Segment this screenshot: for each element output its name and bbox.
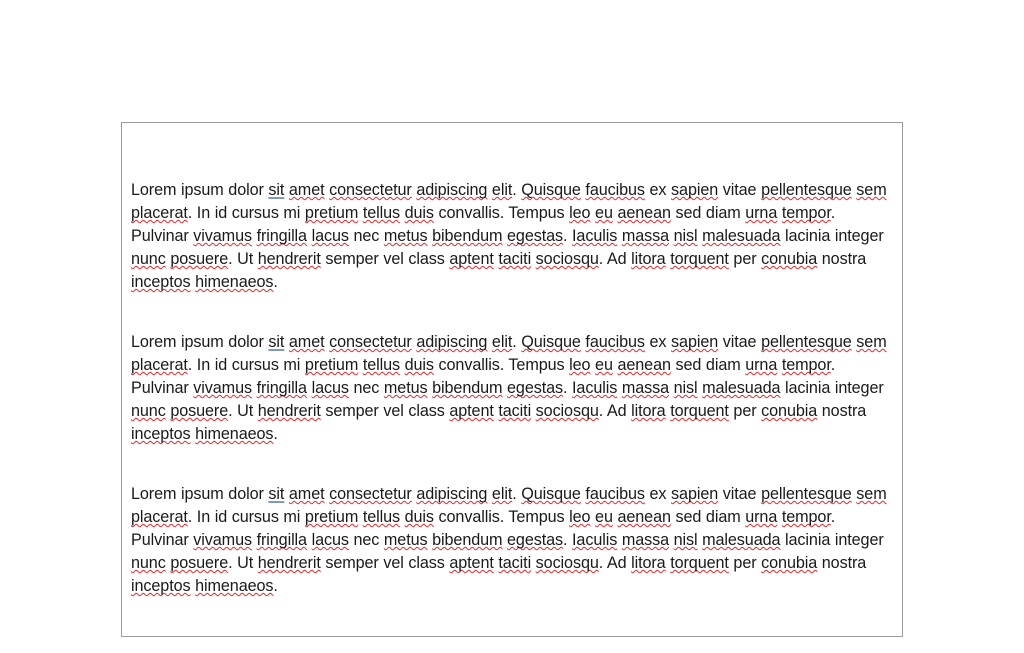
spelling-error-word[interactable]: aptent <box>449 402 494 420</box>
document-word[interactable]: nec <box>353 531 380 549</box>
spelling-error-word[interactable]: taciti <box>498 402 532 420</box>
document-word[interactable]: cursus <box>231 356 279 374</box>
spelling-error-word[interactable]: pretium <box>304 204 359 222</box>
spelling-error-word[interactable]: lacus <box>311 379 349 397</box>
spelling-error-word[interactable]: egestas <box>507 379 564 397</box>
spelling-error-word[interactable]: leo <box>569 356 591 374</box>
spelling-error-word[interactable]: sapien <box>671 181 719 199</box>
spelling-error-word[interactable]: Iaculis <box>572 379 618 397</box>
document-word[interactable]: ipsum <box>181 485 224 503</box>
document-word[interactable]: ipsum <box>181 181 224 199</box>
document-word[interactable]: vitae <box>722 485 757 503</box>
spelling-error-word[interactable]: aenean <box>617 356 671 374</box>
document-word[interactable]: nec <box>353 379 380 397</box>
spelling-error-word[interactable]: massa <box>621 227 670 245</box>
spelling-error-word[interactable]: pellentesque <box>761 333 852 351</box>
document-word[interactable]: diam <box>705 204 741 222</box>
document-punctuation: . <box>563 227 573 245</box>
spelling-error-word[interactable]: litora <box>631 250 666 268</box>
document-word[interactable]: integer <box>834 379 884 397</box>
spelling-error-word[interactable]: massa <box>621 531 670 549</box>
document-word[interactable]: sed <box>675 204 702 222</box>
document-word[interactable]: integer <box>834 531 884 549</box>
spelling-error-word[interactable]: amet <box>288 485 325 503</box>
document-word[interactable]: vel <box>383 554 404 572</box>
document-page[interactable] <box>121 122 903 637</box>
spelling-error-word[interactable]: pellentesque <box>761 485 852 503</box>
document-punctuation: . <box>598 402 607 420</box>
spelling-error-word[interactable]: elit <box>491 485 513 503</box>
document-word[interactable]: convallis <box>438 356 500 374</box>
document-word[interactable]: Lorem <box>131 333 177 351</box>
document-word[interactable]: semper <box>325 554 379 572</box>
spelling-error-word[interactable]: torquent <box>670 554 729 572</box>
spelling-error-word[interactable]: egestas <box>507 531 564 549</box>
spelling-error-word[interactable]: aptent <box>449 250 494 268</box>
document-word[interactable]: ex <box>649 485 667 503</box>
spelling-error-word[interactable]: placerat <box>131 204 188 222</box>
document-punctuation: . <box>228 402 238 420</box>
spelling-error-word[interactable]: tempor <box>781 356 831 374</box>
document-text-body[interactable] <box>131 179 893 598</box>
spelling-error-word[interactable]: posuere <box>170 554 229 572</box>
document-punctuation: . <box>273 425 278 443</box>
spelling-error-word[interactable]: malesuada <box>702 227 781 245</box>
spelling-error-word[interactable]: urna <box>745 508 778 526</box>
document-word[interactable]: dolor <box>228 181 264 199</box>
spelling-error-word[interactable]: taciti <box>498 250 532 268</box>
spelling-error-word[interactable]: amet <box>288 333 325 351</box>
document-word[interactable]: diam <box>705 356 741 374</box>
spelling-error-word[interactable]: inceptos <box>131 273 191 291</box>
spelling-error-word[interactable]: aenean <box>617 508 671 526</box>
document-word[interactable]: per <box>733 402 757 420</box>
spelling-error-word[interactable]: lacus <box>311 531 349 549</box>
document-word[interactable]: id <box>214 508 228 526</box>
spelling-error-word[interactable]: fringilla <box>256 227 307 245</box>
document-word[interactable]: Pulvinar <box>131 531 189 549</box>
document-word[interactable]: vel <box>383 250 404 268</box>
document-word[interactable]: lacinia <box>785 531 831 549</box>
document-punctuation: . <box>830 356 836 374</box>
document-word[interactable]: cursus <box>231 508 279 526</box>
document-word[interactable]: Ut <box>237 250 254 268</box>
spelling-error-word[interactable]: posuere <box>170 402 229 420</box>
spelling-error-word[interactable]: elit <box>491 333 513 351</box>
document-word[interactable]: vitae <box>722 181 757 199</box>
document-word[interactable]: nostra <box>821 250 867 268</box>
document-word[interactable]: mi <box>283 356 301 374</box>
spelling-error-word[interactable]: taciti <box>498 554 532 572</box>
spelling-error-word[interactable]: inceptos <box>131 425 191 443</box>
document-punctuation: . <box>187 356 197 374</box>
document-word[interactable]: semper <box>325 250 379 268</box>
document-paragraph[interactable] <box>131 483 893 598</box>
document-punctuation: . <box>830 204 836 222</box>
spelling-error-word[interactable]: placerat <box>131 508 188 526</box>
spelling-error-word[interactable]: tellus <box>362 204 401 222</box>
spelling-error-word[interactable]: sociosqu <box>535 554 599 572</box>
spelling-error-word[interactable]: hendrerit <box>257 250 321 268</box>
document-word[interactable]: sed <box>675 508 702 526</box>
document-word[interactable]: Ut <box>237 554 254 572</box>
spelling-error-word[interactable]: Quisque <box>521 333 581 351</box>
spelling-error-word[interactable]: duis <box>404 204 434 222</box>
document-word[interactable]: Tempus <box>508 204 565 222</box>
document-word[interactable]: per <box>733 250 757 268</box>
document-punctuation: . <box>512 181 522 199</box>
spelling-error-word[interactable]: massa <box>621 379 670 397</box>
document-word[interactable]: Ad <box>606 554 627 572</box>
spelling-error-word[interactable]: sociosqu <box>535 250 599 268</box>
spelling-error-word[interactable]: metus <box>383 227 428 245</box>
document-word[interactable]: Lorem <box>131 181 177 199</box>
spelling-error-word[interactable]: lacus <box>311 227 349 245</box>
spelling-error-word[interactable]: hendrerit <box>257 554 321 572</box>
document-word[interactable]: convallis <box>438 204 500 222</box>
spelling-error-word[interactable]: faucibus <box>585 181 645 199</box>
spelling-error-word[interactable]: sociosqu <box>535 402 599 420</box>
document-word[interactable]: dolor <box>228 485 264 503</box>
document-word[interactable]: sed <box>675 356 702 374</box>
document-word[interactable]: Pulvinar <box>131 379 189 397</box>
spelling-error-word[interactable]: Iaculis <box>572 227 618 245</box>
document-punctuation: . <box>499 508 509 526</box>
spelling-error-word[interactable]: litora <box>631 554 666 572</box>
document-word[interactable]: integer <box>834 227 884 245</box>
spelling-error-word[interactable]: aptent <box>449 554 494 572</box>
document-word[interactable]: mi <box>283 508 301 526</box>
document-word[interactable]: semper <box>325 402 379 420</box>
spelling-error-word[interactable]: metus <box>383 531 428 549</box>
spelling-error-word[interactable]: eu <box>595 204 613 222</box>
spelling-error-word[interactable]: torquent <box>670 402 729 420</box>
document-punctuation: . <box>563 531 573 549</box>
spelling-error-word[interactable]: aenean <box>617 204 671 222</box>
document-word[interactable]: nostra <box>821 402 867 420</box>
spelling-error-word[interactable]: nisl <box>673 227 698 245</box>
document-punctuation: . <box>563 379 573 397</box>
spelling-error-word[interactable]: fringilla <box>256 531 307 549</box>
spelling-error-word[interactable]: adipiscing <box>416 181 488 199</box>
spelling-error-word[interactable]: consectetur <box>329 333 412 351</box>
spelling-error-word[interactable]: nisl <box>673 379 698 397</box>
document-word[interactable]: Ad <box>606 402 627 420</box>
spelling-error-word[interactable]: himenaeos <box>195 425 274 443</box>
document-word[interactable]: In <box>196 204 211 222</box>
spelling-error-word[interactable]: tellus <box>362 508 401 526</box>
document-word[interactable]: In <box>196 508 211 526</box>
spelling-error-word[interactable]: posuere <box>170 250 229 268</box>
grammar-suggestion-word[interactable]: sit <box>268 333 285 351</box>
spelling-error-word[interactable]: eu <box>595 508 613 526</box>
document-word[interactable]: vel <box>383 402 404 420</box>
spelling-error-word[interactable]: leo <box>569 508 591 526</box>
document-word[interactable]: Pulvinar <box>131 227 189 245</box>
spelling-error-word[interactable]: duis <box>404 356 434 374</box>
spelling-error-word[interactable]: sem <box>856 485 887 503</box>
document-word[interactable]: ipsum <box>181 333 224 351</box>
document-word[interactable]: Lorem <box>131 485 177 503</box>
spelling-error-word[interactable]: vivamus <box>193 227 252 245</box>
document-word[interactable]: Ad <box>606 250 627 268</box>
document-punctuation: . <box>499 204 509 222</box>
spelling-error-word[interactable]: duis <box>404 508 434 526</box>
spelling-error-word[interactable]: bibendum <box>432 227 503 245</box>
document-word[interactable]: class <box>408 250 445 268</box>
document-punctuation: . <box>830 508 836 526</box>
spelling-error-word[interactable]: faucibus <box>585 485 645 503</box>
spelling-error-word[interactable]: tempor <box>781 508 831 526</box>
spelling-error-word[interactable]: torquent <box>670 250 729 268</box>
grammar-suggestion-word[interactable]: sit <box>268 181 285 199</box>
grammar-suggestion-word[interactable]: sit <box>268 485 285 503</box>
spelling-error-word[interactable]: nunc <box>131 402 166 420</box>
document-punctuation: . <box>598 554 607 572</box>
document-word[interactable]: convallis <box>438 508 500 526</box>
document-word[interactable]: diam <box>705 508 741 526</box>
spelling-error-word[interactable]: urna <box>745 356 778 374</box>
spelling-error-word[interactable]: sapien <box>671 485 719 503</box>
document-paragraph[interactable] <box>131 331 893 446</box>
document-word[interactable]: ex <box>649 333 667 351</box>
spelling-error-word[interactable]: bibendum <box>432 531 503 549</box>
spelling-error-word[interactable]: Quisque <box>521 485 581 503</box>
document-word[interactable]: vitae <box>722 333 757 351</box>
spelling-error-word[interactable]: sapien <box>671 333 719 351</box>
document-word[interactable]: cursus <box>231 204 279 222</box>
spelling-error-word[interactable]: sem <box>856 181 887 199</box>
spelling-error-word[interactable]: himenaeos <box>195 577 274 595</box>
spelling-error-word[interactable]: hendrerit <box>257 402 321 420</box>
spelling-error-word[interactable]: sem <box>856 333 887 351</box>
spelling-error-word[interactable]: consectetur <box>329 181 412 199</box>
spelling-error-word[interactable]: adipiscing <box>416 485 488 503</box>
spelling-error-word[interactable]: conubia <box>761 554 818 572</box>
document-word[interactable]: nec <box>353 227 380 245</box>
spelling-error-word[interactable]: metus <box>383 379 428 397</box>
document-punctuation: . <box>273 273 278 291</box>
spelling-error-word[interactable]: egestas <box>507 227 564 245</box>
document-punctuation: . <box>228 250 238 268</box>
document-punctuation: . <box>598 250 607 268</box>
spelling-error-word[interactable]: faucibus <box>585 333 645 351</box>
spelling-error-word[interactable]: fringilla <box>256 379 307 397</box>
document-word[interactable]: Tempus <box>508 356 565 374</box>
document-paragraph[interactable] <box>131 179 893 294</box>
spelling-error-word[interactable]: elit <box>491 181 513 199</box>
spelling-error-word[interactable]: tempor <box>781 204 831 222</box>
document-word[interactable]: mi <box>283 204 301 222</box>
document-word[interactable]: Ut <box>237 402 254 420</box>
spelling-error-word[interactable]: tellus <box>362 356 401 374</box>
document-word[interactable]: lacinia <box>785 379 831 397</box>
document-word[interactable]: class <box>408 402 445 420</box>
spelling-error-word[interactable]: conubia <box>761 250 818 268</box>
spelling-error-word[interactable]: malesuada <box>702 379 781 397</box>
spelling-error-word[interactable]: himenaeos <box>195 273 274 291</box>
spelling-error-word[interactable]: amet <box>288 181 325 199</box>
document-punctuation: . <box>512 333 522 351</box>
spelling-error-word[interactable]: eu <box>595 356 613 374</box>
document-word[interactable]: class <box>408 554 445 572</box>
document-punctuation: . <box>228 554 238 572</box>
document-punctuation: . <box>187 204 197 222</box>
document-word[interactable]: dolor <box>228 333 264 351</box>
document-word[interactable]: nostra <box>821 554 867 572</box>
spelling-error-word[interactable]: nunc <box>131 554 166 572</box>
spelling-error-word[interactable]: pretium <box>304 356 359 374</box>
document-word[interactable]: ex <box>649 181 667 199</box>
spelling-error-word[interactable]: urna <box>745 204 778 222</box>
spelling-error-word[interactable]: litora <box>631 402 666 420</box>
document-word[interactable]: per <box>733 554 757 572</box>
spelling-error-word[interactable]: pretium <box>304 508 359 526</box>
document-word[interactable]: lacinia <box>785 227 831 245</box>
spelling-error-word[interactable]: vivamus <box>193 379 252 397</box>
spelling-error-word[interactable]: nisl <box>673 531 698 549</box>
spelling-error-word[interactable]: placerat <box>131 356 188 374</box>
document-punctuation: . <box>512 485 522 503</box>
document-word[interactable]: In <box>196 356 211 374</box>
document-punctuation: . <box>273 577 278 595</box>
spelling-error-word[interactable]: nunc <box>131 250 166 268</box>
spelling-error-word[interactable]: inceptos <box>131 577 191 595</box>
document-punctuation: . <box>187 508 197 526</box>
document-punctuation: . <box>499 356 509 374</box>
document-word[interactable]: id <box>214 356 228 374</box>
spelling-error-word[interactable]: consectetur <box>329 485 412 503</box>
spelling-error-word[interactable]: Quisque <box>521 181 581 199</box>
document-word[interactable]: id <box>214 204 228 222</box>
spelling-error-word[interactable]: pellentesque <box>761 181 852 199</box>
spelling-error-word[interactable]: vivamus <box>193 531 252 549</box>
spelling-error-word[interactable]: bibendum <box>432 379 503 397</box>
spelling-error-word[interactable]: Iaculis <box>572 531 618 549</box>
document-word[interactable]: Tempus <box>508 508 565 526</box>
spelling-error-word[interactable]: malesuada <box>702 531 781 549</box>
spelling-error-word[interactable]: leo <box>569 204 591 222</box>
spelling-error-word[interactable]: adipiscing <box>416 333 488 351</box>
spelling-error-word[interactable]: conubia <box>761 402 818 420</box>
